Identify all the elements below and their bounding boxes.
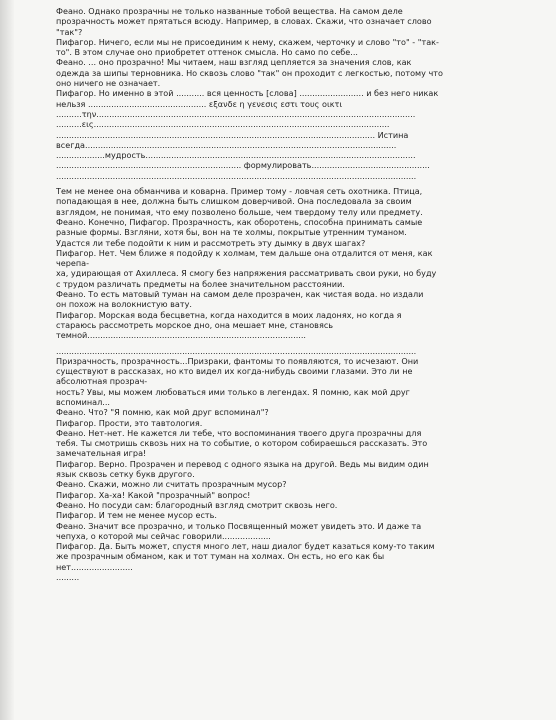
text-line: ........................................................................ формулировать.............................................. xyxy=(56,160,430,171)
text-line: Пифагор. Морская вода бесцветна, когда находится в моих ладонях, но когда я xyxy=(56,309,402,320)
text-line: Пифагор. Да. Быть может, спустя много лет, наш диалог будет казаться кому-то таким xyxy=(56,541,435,552)
text-line: нет........................ xyxy=(56,561,133,572)
text-line: нельзя .............................................. εξανδε η γενεσις εστι τους οικτι xyxy=(56,98,343,109)
text-line: тебя. Ты смотришь сквозь них на то событие, о котором собираешься рассказать. Это xyxy=(56,438,428,449)
text-line: ............................................................................................................................................ xyxy=(56,345,417,356)
text-line: темной..................................................................................... xyxy=(56,330,306,341)
document-text xyxy=(56,6,528,582)
text-line: Пифагор. Нет. Чем ближе я подойду к холмам, тем дальше она отдалится от меня, как xyxy=(56,247,433,258)
text-line: Тем не менее она обманчива и коварна. Пример тому - ловчая сеть охотника. Птица, xyxy=(56,186,423,197)
text-line: он похож на волокнистую вату. xyxy=(56,299,192,310)
text-line: Феано. Значит все прозрачно, и только Посвященный может увидеть это. И даже та xyxy=(56,520,422,531)
text-line: Феано. ... оно прозрачно! Мы читаем, наш взгляд цепляется за значения слов, как xyxy=(56,57,412,68)
text-line: же прозрачным обманом, как и тот туман на холмах. Он есть, но его как бы xyxy=(56,551,385,562)
text-line: Феано. Конечно, Пифагор. Прозрачность, как оборотень, способна принимать самые xyxy=(56,216,423,227)
text-line: разные формы. Взгляни, хотя бы, вон на те холмы, покрытые утренним туманом. xyxy=(56,227,407,238)
text-line: ............................................................................................................................................ xyxy=(56,170,417,181)
text-line: ...................мудрость......................................................................................................... xyxy=(56,150,416,161)
text-line: Призрачность, прозрачность...Призраки, фантомы то появляются, то исчезают. Они xyxy=(56,355,419,366)
text-line: абсолютная прозрач- xyxy=(56,376,148,387)
text-line: Феано. Нет-нет. Не кажется ли тебе, что воспоминания твоего друга прозрачны для xyxy=(56,427,422,438)
text-line: ..........την............................................................................................................................ xyxy=(56,108,416,119)
text-line: Пифагор. Но именно в этой ........... вся ценность [слова] ......................... и без него никак xyxy=(56,88,439,99)
text-line: ..........εις................................................................................................................... xyxy=(56,119,390,130)
text-line: Пифагор. И тем не менее мусор есть. xyxy=(56,510,217,521)
text-line: Феано. Скажи, можно ли считать прозрачным мусор? xyxy=(56,479,287,490)
text-line: Удастся ли тебе подойти к ним и рассмотреть эту дымку в двух шагах? xyxy=(56,237,366,248)
text-line: ............................................................................................................................ Истина xyxy=(56,129,409,140)
text-line: вспоминал... xyxy=(56,396,110,407)
text-line: Феано. Но посуди сам: благородный взгляд смотрит сквозь него. xyxy=(56,499,338,510)
text-line: Феано. То есть матовый туман на самом деле прозрачен, как чистая вода. но издали xyxy=(56,289,424,300)
text-line: замечательная игра! xyxy=(56,448,147,459)
text-line: черепа- xyxy=(56,258,90,269)
text-line: чепуха, о которой мы сейчас говорили................... xyxy=(56,530,271,541)
text-line: одежда за шипы терновника. Но сквозь слово "так" он проходит с легкостью, потому что xyxy=(56,67,443,78)
text-line: "так"? xyxy=(56,26,83,37)
text-line: существуют в рассказах, но кто видел их когда-нибудь своими глазами. Это ли не xyxy=(56,366,413,377)
text-line: Пифагор. Ничего, если мы не присоединим к нему, скажем, черточку и слово "то" - "так- xyxy=(56,36,439,47)
text-line: Пифагор. Верно. Прозрачен и перевод с одного языка на другой. Ведь мы видим один xyxy=(56,458,429,469)
text-line: Пифагор. Ха-ха! Какой "прозрачный" вопрос! xyxy=(56,489,251,500)
text-line: язык сквозь сетку букв другого. xyxy=(56,469,195,480)
text-line: всегда......................................................................................................................... xyxy=(56,139,397,150)
text-line: то". В этом случае оно приобретет оттенок смысла. Но само по себе... xyxy=(56,47,358,58)
text-line: ха, удирающая от Ахиллеса. Я смогу без напряжения рассматривать свои руки, но буду xyxy=(56,268,437,279)
text-line: ......... xyxy=(56,572,80,583)
page-fold-shadow xyxy=(0,0,14,720)
text-line: прозрачность может прятаться всюду. Например, в словах. Скажи, что означает слово xyxy=(56,16,432,27)
text-line: взглядом, не понимая, что ему позволено больше, чем твердому телу или предмету. xyxy=(56,206,423,217)
text-line: с трудом различать предметы на более значительном расстоянии. xyxy=(56,278,345,289)
text-line: ность? Увы, мы можем любоваться ими только в легендах. Я помню, как мой друг xyxy=(56,386,410,397)
text-line: попадающая в нее, должна быть слишком доверчивой. Она последовала за своим xyxy=(56,196,412,207)
text-line: стараюсь рассмотреть морское дно, она мешает мне, становясь xyxy=(56,319,334,330)
text-line: Феано. Что? "Я помню, как мой друг вспоминал"? xyxy=(56,407,269,418)
text-line: Пифагор. Прости, это тавтология. xyxy=(56,417,203,428)
text-line: Феано. Однако прозрачны не только названные тобой вещества. На самом деле xyxy=(56,6,403,16)
text-line: оно ничего не означает. xyxy=(56,78,161,89)
